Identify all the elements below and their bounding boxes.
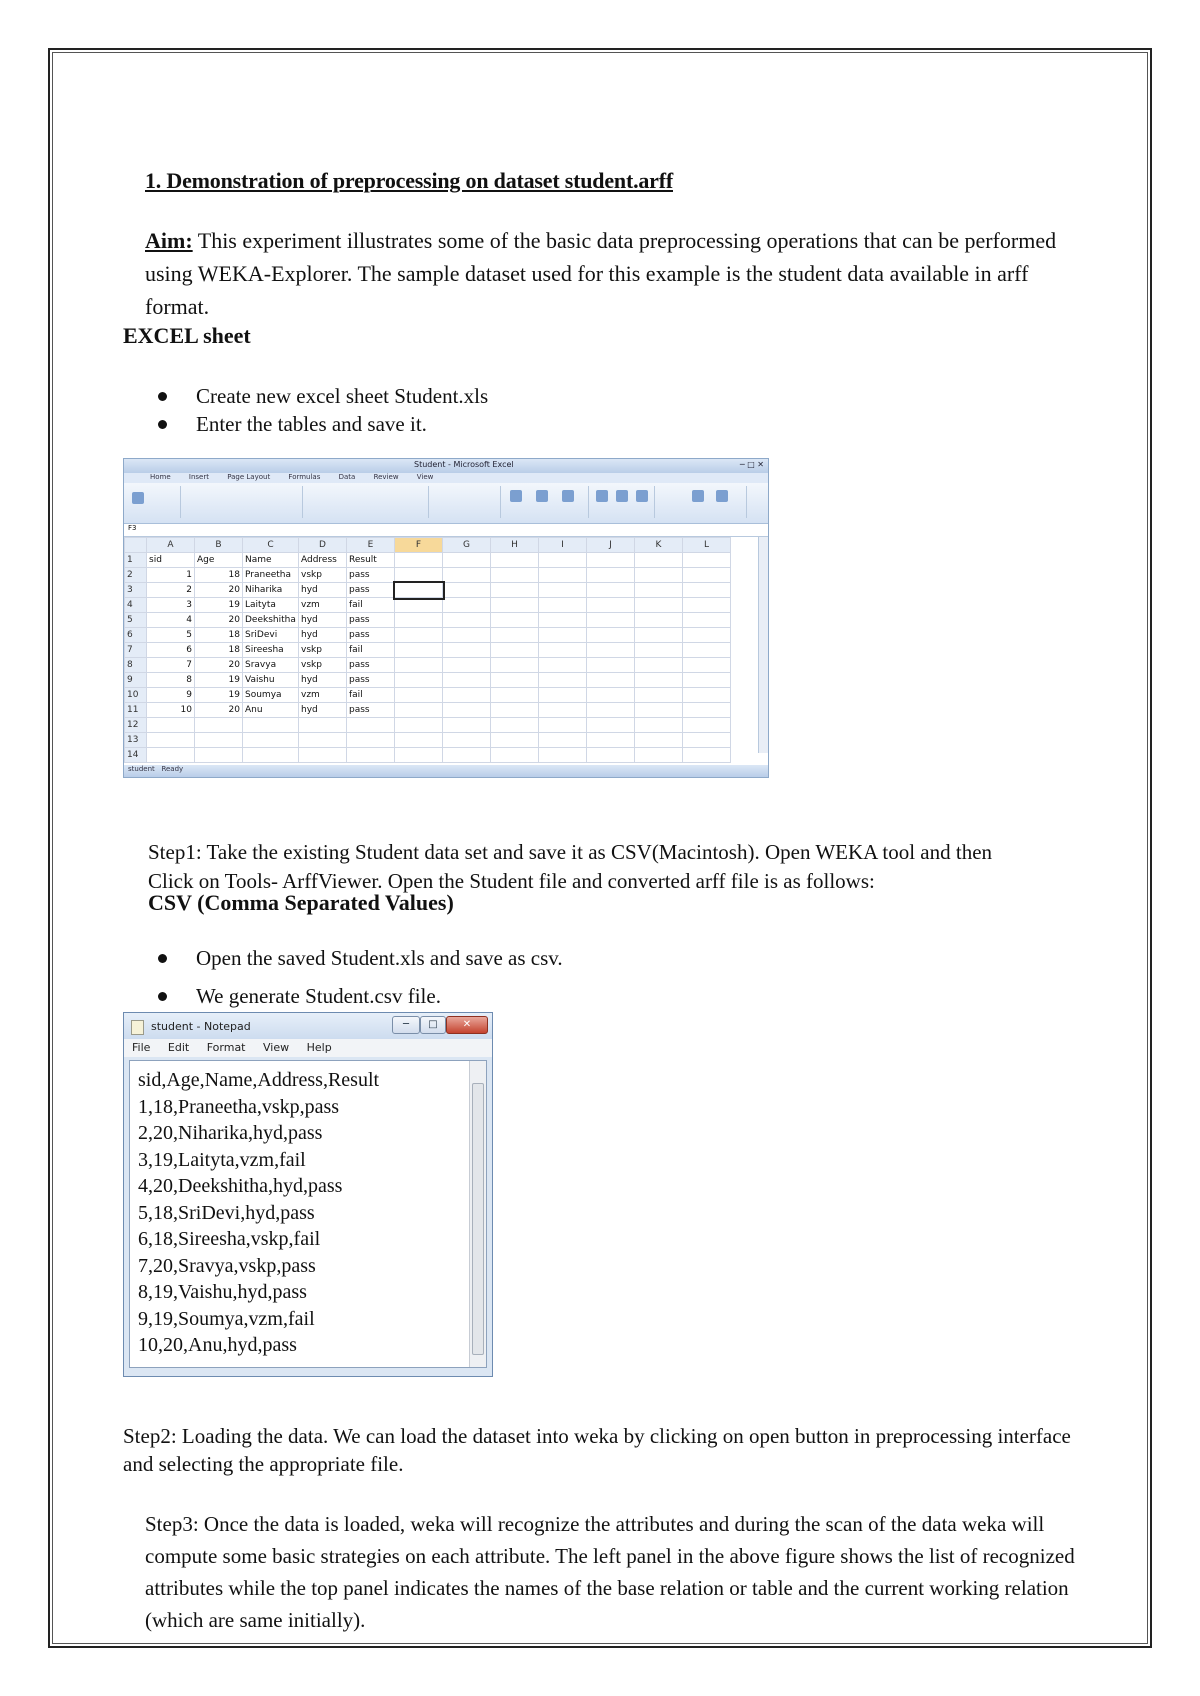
excel-heading: EXCEL sheet <box>123 323 251 348</box>
conditional-format-icon <box>510 490 522 502</box>
close-icon: ✕ <box>446 1016 488 1034</box>
tab-view: View <box>416 473 434 481</box>
sheet-tab: student <box>128 765 155 773</box>
step2-paragraph: Step2: Loading the data. We can load the dataset into weka by clicking on open button in preprocessing interface and selecting the appropriate file. <box>123 1424 1071 1476</box>
table-row: 12 <box>125 718 731 733</box>
table-row: 14 <box>125 748 731 763</box>
ribbon-group-alignment <box>304 486 429 518</box>
step1-line1: Step1: Take the existing Student data set and save it as CSV(Macintosh). Open WEKA tool and then <box>148 840 993 864</box>
table-row: 8 7 20 Sravya vskp pass <box>125 658 731 673</box>
find-select-icon <box>716 490 728 502</box>
window-controls-icon: ─ □ ✕ <box>739 460 764 469</box>
notepad-window-title: student - Notepad <box>151 1020 251 1033</box>
menu-view: View <box>263 1041 290 1054</box>
bullet-icon <box>158 420 167 429</box>
tab-home: Home <box>150 473 171 481</box>
format-table-icon <box>536 490 548 502</box>
aim-text: This experiment illustrates some of the basic data preprocessing operations that can be performed using WEKA-Explorer. The sample dataset used for this example is the student data available in arff format. <box>145 228 1057 319</box>
aim-paragraph <box>145 224 1075 323</box>
table-row: 3 2 20 Niharika hyd pass <box>125 583 731 598</box>
step1-paragraph <box>148 838 992 896</box>
excel-screenshot <box>123 458 769 778</box>
list-item: Open the saved Student.xls and save as csv. <box>150 944 563 972</box>
step1-line2: Click on Tools- ArffViewer. Open the Student file and converted arff file is as follows: <box>148 869 875 893</box>
scrollbar-thumb <box>472 1083 484 1355</box>
excel-status-bar <box>124 765 768 777</box>
bullet-icon <box>158 392 167 401</box>
insert-cells-icon <box>596 490 608 502</box>
excel-ribbon-tabs <box>124 473 768 483</box>
table-row: 4 3 19 Laityta vzm fail <box>125 598 731 613</box>
step3-paragraph: Step3: Once the data is loaded, weka will recognize the attributes and during the scan of the data weka will compute some basic strategies on each attribute. The left panel in the above figure shows the list of recognized attributes while the top panel indicates the names of the base relation or table and the current working relation (which are same initially). <box>145 1512 1075 1632</box>
paste-icon <box>132 492 144 504</box>
notepad-scrollbar <box>469 1061 486 1367</box>
menu-format: Format <box>206 1041 246 1054</box>
name-box: F3 <box>128 524 137 532</box>
ribbon-group-styles <box>502 486 589 518</box>
tab-page-layout: Page Layout <box>227 473 271 481</box>
tab-insert: Insert <box>188 473 209 481</box>
table-row: 2 1 18 Praneetha vskp pass <box>125 568 731 583</box>
table-row: 13 <box>125 733 731 748</box>
csv-content: sid,Age,Name,Address,Result 1,18,Praneetha,vskp,pass 2,20,Niharika,hyd,pass 3,19,Laityta,vzm,fail 4,20,Deekshitha,hyd,pass 5,18,SriDevi,hyd,pass 6,18,Sireesha,vskp,fail 7,20,Sravya,vskp,pass 8,19,Vaishu,hyd,pass 9,19,Soumya,vzm,fail 10,20,Anu,hyd,pass <box>138 1069 380 1356</box>
menu-file: File <box>132 1041 151 1054</box>
menu-help: Help <box>306 1041 332 1054</box>
table-row: 9 8 19 Vaishu hyd pass <box>125 673 731 688</box>
format-cells-icon <box>636 490 648 502</box>
menu-edit: Edit <box>167 1041 190 1054</box>
ribbon-group-number <box>430 486 501 518</box>
table-row: 5 4 20 Deekshitha hyd pass <box>125 613 731 628</box>
notepad-screenshot <box>123 1012 493 1377</box>
excel-bullet-list <box>150 382 488 438</box>
ribbon-group-cells <box>590 486 655 518</box>
bullet-icon <box>158 954 167 963</box>
delete-cells-icon <box>616 490 628 502</box>
table-row: 6 5 18 SriDevi hyd pass <box>125 628 731 643</box>
notepad-text-area <box>129 1060 487 1368</box>
page-title: 1. Demonstration of preprocessing on dataset student.arff <box>145 168 673 193</box>
cell-styles-icon <box>562 490 574 502</box>
ribbon-group-clipboard <box>126 486 181 518</box>
maximize-icon: □ <box>420 1016 446 1034</box>
notepad-app-icon <box>131 1020 144 1035</box>
ribbon-group-editing <box>656 486 747 518</box>
list-item: Enter the tables and save it. <box>150 410 488 438</box>
csv-bullet-list <box>150 944 563 1010</box>
csv-heading: CSV (Comma Separated Values) <box>148 890 454 915</box>
ribbon-group-font <box>182 486 303 518</box>
notepad-title-bar <box>124 1013 492 1039</box>
list-item: Create new excel sheet Student.xls <box>150 382 488 410</box>
status-text: Ready <box>161 765 184 773</box>
notepad-menu-bar <box>124 1039 492 1057</box>
spreadsheet-grid <box>124 537 731 763</box>
table-row: 11 10 20 Anu hyd pass <box>125 703 731 718</box>
table-row: 10 9 19 Soumya vzm fail <box>125 688 731 703</box>
column-header-row: A B C D E F G H I J K L <box>125 538 731 553</box>
excel-title-bar <box>124 459 768 473</box>
formula-bar <box>124 524 768 537</box>
tab-review: Review <box>373 473 399 481</box>
tab-data: Data <box>338 473 356 481</box>
excel-vertical-scrollbar <box>758 537 768 753</box>
table-row: 1 sid Age Name Address Result <box>125 553 731 568</box>
sort-filter-icon <box>692 490 704 502</box>
bullet-icon <box>158 992 167 1001</box>
tab-formulas: Formulas <box>288 473 321 481</box>
aim-label: Aim: <box>145 228 193 253</box>
minimize-icon: ─ <box>392 1016 420 1034</box>
table-row: 7 6 18 Sireesha vskp fail <box>125 643 731 658</box>
excel-ribbon <box>124 483 768 524</box>
excel-window-title: Student - Microsoft Excel <box>414 460 514 469</box>
list-item: We generate Student.csv file. <box>150 982 563 1010</box>
